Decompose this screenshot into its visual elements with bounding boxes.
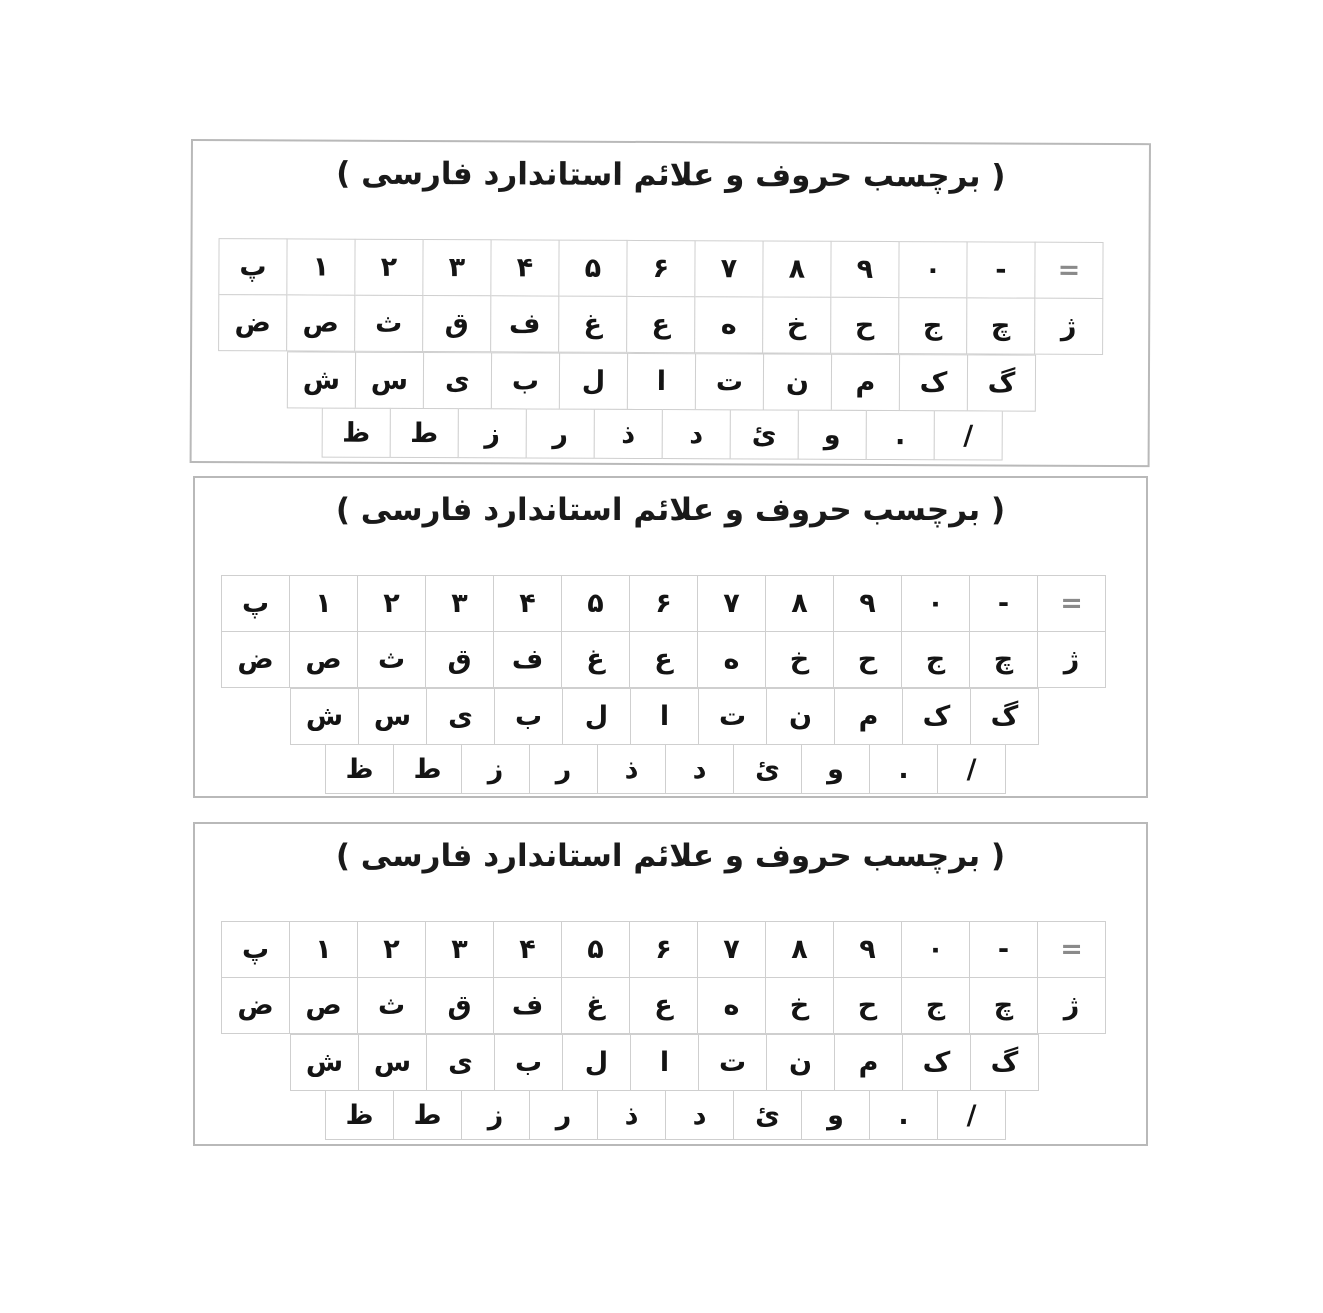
key-label: د	[662, 409, 731, 459]
key-label: ۷	[694, 240, 763, 297]
key-label: ن	[763, 353, 832, 410]
key-label: ه	[694, 296, 763, 353]
key-label: ج	[901, 631, 970, 688]
key-label: ن	[766, 1034, 835, 1091]
key-label: پ	[221, 575, 290, 632]
key-label: ظ	[325, 744, 394, 794]
key-label: ژ	[1037, 631, 1106, 688]
key-label: ه	[697, 977, 766, 1034]
key-label: -	[966, 241, 1035, 298]
key-label: ۸	[765, 921, 834, 978]
key-label: ۹	[830, 241, 899, 298]
key-label: ش	[287, 351, 356, 408]
key-label: ظ	[325, 1090, 394, 1140]
key-label: -	[969, 575, 1038, 632]
key-label: ز	[461, 744, 530, 794]
key-label: ۲	[354, 239, 423, 296]
key-label: ۸	[765, 575, 834, 632]
key-label: ذ	[597, 744, 666, 794]
key-label: د	[665, 744, 734, 794]
key-label: ی	[426, 688, 495, 745]
key-label: .	[866, 410, 935, 460]
key-label: ر	[529, 744, 598, 794]
key-label: د	[665, 1090, 734, 1140]
key-label: ق	[425, 977, 494, 1034]
key-label: ص	[289, 977, 358, 1034]
key-label: ۶	[629, 921, 698, 978]
key-label: غ	[558, 296, 627, 353]
key-label: ۹	[833, 575, 902, 632]
key-label: ۳	[425, 575, 494, 632]
key-label: ب	[491, 352, 560, 409]
key-label: س	[358, 688, 427, 745]
key-label: ل	[559, 353, 628, 410]
key-label: /	[937, 1090, 1006, 1140]
key-label: ۴	[493, 921, 562, 978]
key-row-bottom-letters	[326, 744, 1006, 794]
key-label: س	[355, 352, 424, 409]
key-label: ق	[422, 295, 491, 352]
key-label: ئ	[730, 409, 799, 459]
key-label: چ	[969, 631, 1038, 688]
key-label: ۱	[289, 921, 358, 978]
key-label: غ	[561, 977, 630, 1034]
key-label: پ	[218, 238, 287, 295]
label-sheet-1	[190, 139, 1151, 467]
key-label: م	[834, 688, 903, 745]
key-label: ۷	[697, 921, 766, 978]
key-row-top-letters	[219, 294, 1103, 355]
key-label: خ	[765, 631, 834, 688]
key-label: چ	[969, 977, 1038, 1034]
key-label: ط	[393, 1090, 462, 1140]
key-row-home-letters	[288, 351, 1036, 411]
key-row-home-letters	[291, 688, 1039, 745]
key-label: ت	[698, 688, 767, 745]
key-label: .	[869, 1090, 938, 1140]
key-label: ت	[695, 353, 764, 410]
key-label: ع	[626, 296, 695, 353]
key-row-numbers	[222, 575, 1106, 632]
key-label: ح	[833, 631, 902, 688]
key-label: /	[937, 744, 1006, 794]
key-row-numbers	[219, 238, 1103, 299]
key-label: ۵	[561, 921, 630, 978]
key-label: س	[358, 1034, 427, 1091]
key-label: ا	[630, 688, 699, 745]
key-label: ع	[629, 631, 698, 688]
key-label: ب	[494, 1034, 563, 1091]
key-label: ا	[627, 353, 696, 410]
key-label: ث	[357, 631, 426, 688]
key-label: ۷	[697, 575, 766, 632]
key-label: ۱	[286, 238, 355, 295]
key-label: ک	[902, 1034, 971, 1091]
key-label: ص	[286, 294, 355, 351]
key-label: ذ	[597, 1090, 666, 1140]
key-label: ز	[461, 1090, 530, 1140]
key-label: ه	[697, 631, 766, 688]
key-label: =	[1037, 921, 1106, 978]
key-label: ق	[425, 631, 494, 688]
key-label: گ	[970, 688, 1039, 745]
key-label: ۱	[289, 575, 358, 632]
key-label: =	[1037, 575, 1106, 632]
key-label: .	[869, 744, 938, 794]
key-label: ژ	[1034, 298, 1103, 355]
key-label: ۲	[357, 575, 426, 632]
key-label: ا	[630, 1034, 699, 1091]
key-label: خ	[762, 296, 831, 353]
key-label: ذ	[594, 409, 663, 459]
key-row-bottom-letters	[326, 1090, 1006, 1140]
key-label: =	[1034, 242, 1103, 299]
key-label: ث	[357, 977, 426, 1034]
key-label: ی	[426, 1034, 495, 1091]
key-label: پ	[221, 921, 290, 978]
key-label: ش	[290, 688, 359, 745]
key-label: ۸	[762, 240, 831, 297]
key-label: م	[834, 1034, 903, 1091]
key-label: ۵	[561, 575, 630, 632]
key-label: ۶	[626, 240, 695, 297]
key-label: ض	[221, 977, 290, 1034]
key-label: ل	[562, 1034, 631, 1091]
key-label: ۰	[901, 575, 970, 632]
key-label: گ	[967, 354, 1036, 411]
label-sheet-2	[193, 476, 1148, 798]
key-label: ۵	[558, 240, 627, 297]
key-label: ۳	[422, 239, 491, 296]
key-label: ض	[221, 631, 290, 688]
key-label: ص	[289, 631, 358, 688]
key-label: ف	[493, 631, 562, 688]
key-label: چ	[966, 297, 1035, 354]
sheet-title: ( برچسب حروف و علائم استاندارد فارسی )	[336, 155, 1006, 195]
key-label: گ	[970, 1034, 1039, 1091]
key-label: ج	[898, 297, 967, 354]
key-row-home-letters	[291, 1034, 1039, 1091]
key-label: م	[831, 354, 900, 411]
sheet-title: ( برچسب حروف و علائم استاندارد فارسی )	[335, 838, 1006, 874]
key-label: غ	[561, 631, 630, 688]
key-label: ۶	[629, 575, 698, 632]
key-label: ف	[490, 295, 559, 352]
key-label: ف	[493, 977, 562, 1034]
key-label: خ	[765, 977, 834, 1034]
key-label: ز	[458, 408, 527, 458]
key-label: ۲	[357, 921, 426, 978]
key-label: ض	[218, 294, 287, 351]
key-label: و	[801, 744, 870, 794]
key-label: ۹	[833, 921, 902, 978]
key-label: ی	[423, 352, 492, 409]
key-label: ر	[526, 408, 595, 458]
key-label: ۴	[490, 239, 559, 296]
key-label: ئ	[733, 744, 802, 794]
key-label: ۰	[901, 921, 970, 978]
key-label: ۰	[898, 241, 967, 298]
key-label: ت	[698, 1034, 767, 1091]
key-label: ح	[833, 977, 902, 1034]
key-row-numbers	[222, 921, 1106, 978]
label-sheet-3	[193, 822, 1148, 1146]
key-label: ۳	[425, 921, 494, 978]
key-label: ن	[766, 688, 835, 745]
key-label: ل	[562, 688, 631, 745]
key-label: ظ	[322, 408, 391, 458]
key-label: ث	[354, 295, 423, 352]
key-label: ک	[899, 354, 968, 411]
key-label: و	[801, 1090, 870, 1140]
key-label: ط	[393, 744, 462, 794]
sheet-title: ( برچسب حروف و علائم استاندارد فارسی )	[335, 492, 1006, 528]
key-label: و	[798, 410, 867, 460]
key-label: ش	[290, 1034, 359, 1091]
key-label: -	[969, 921, 1038, 978]
key-row-top-letters	[222, 631, 1106, 688]
key-label: ر	[529, 1090, 598, 1140]
key-label: ح	[830, 297, 899, 354]
key-label: ب	[494, 688, 563, 745]
key-row-bottom-letters	[323, 408, 1003, 461]
key-label: ۴	[493, 575, 562, 632]
key-label: /	[934, 410, 1003, 460]
key-label: ژ	[1037, 977, 1106, 1034]
key-label: ئ	[733, 1090, 802, 1140]
key-label: ط	[390, 408, 459, 458]
key-label: ج	[901, 977, 970, 1034]
key-label: ک	[902, 688, 971, 745]
key-row-top-letters	[222, 977, 1106, 1034]
key-label: ع	[629, 977, 698, 1034]
